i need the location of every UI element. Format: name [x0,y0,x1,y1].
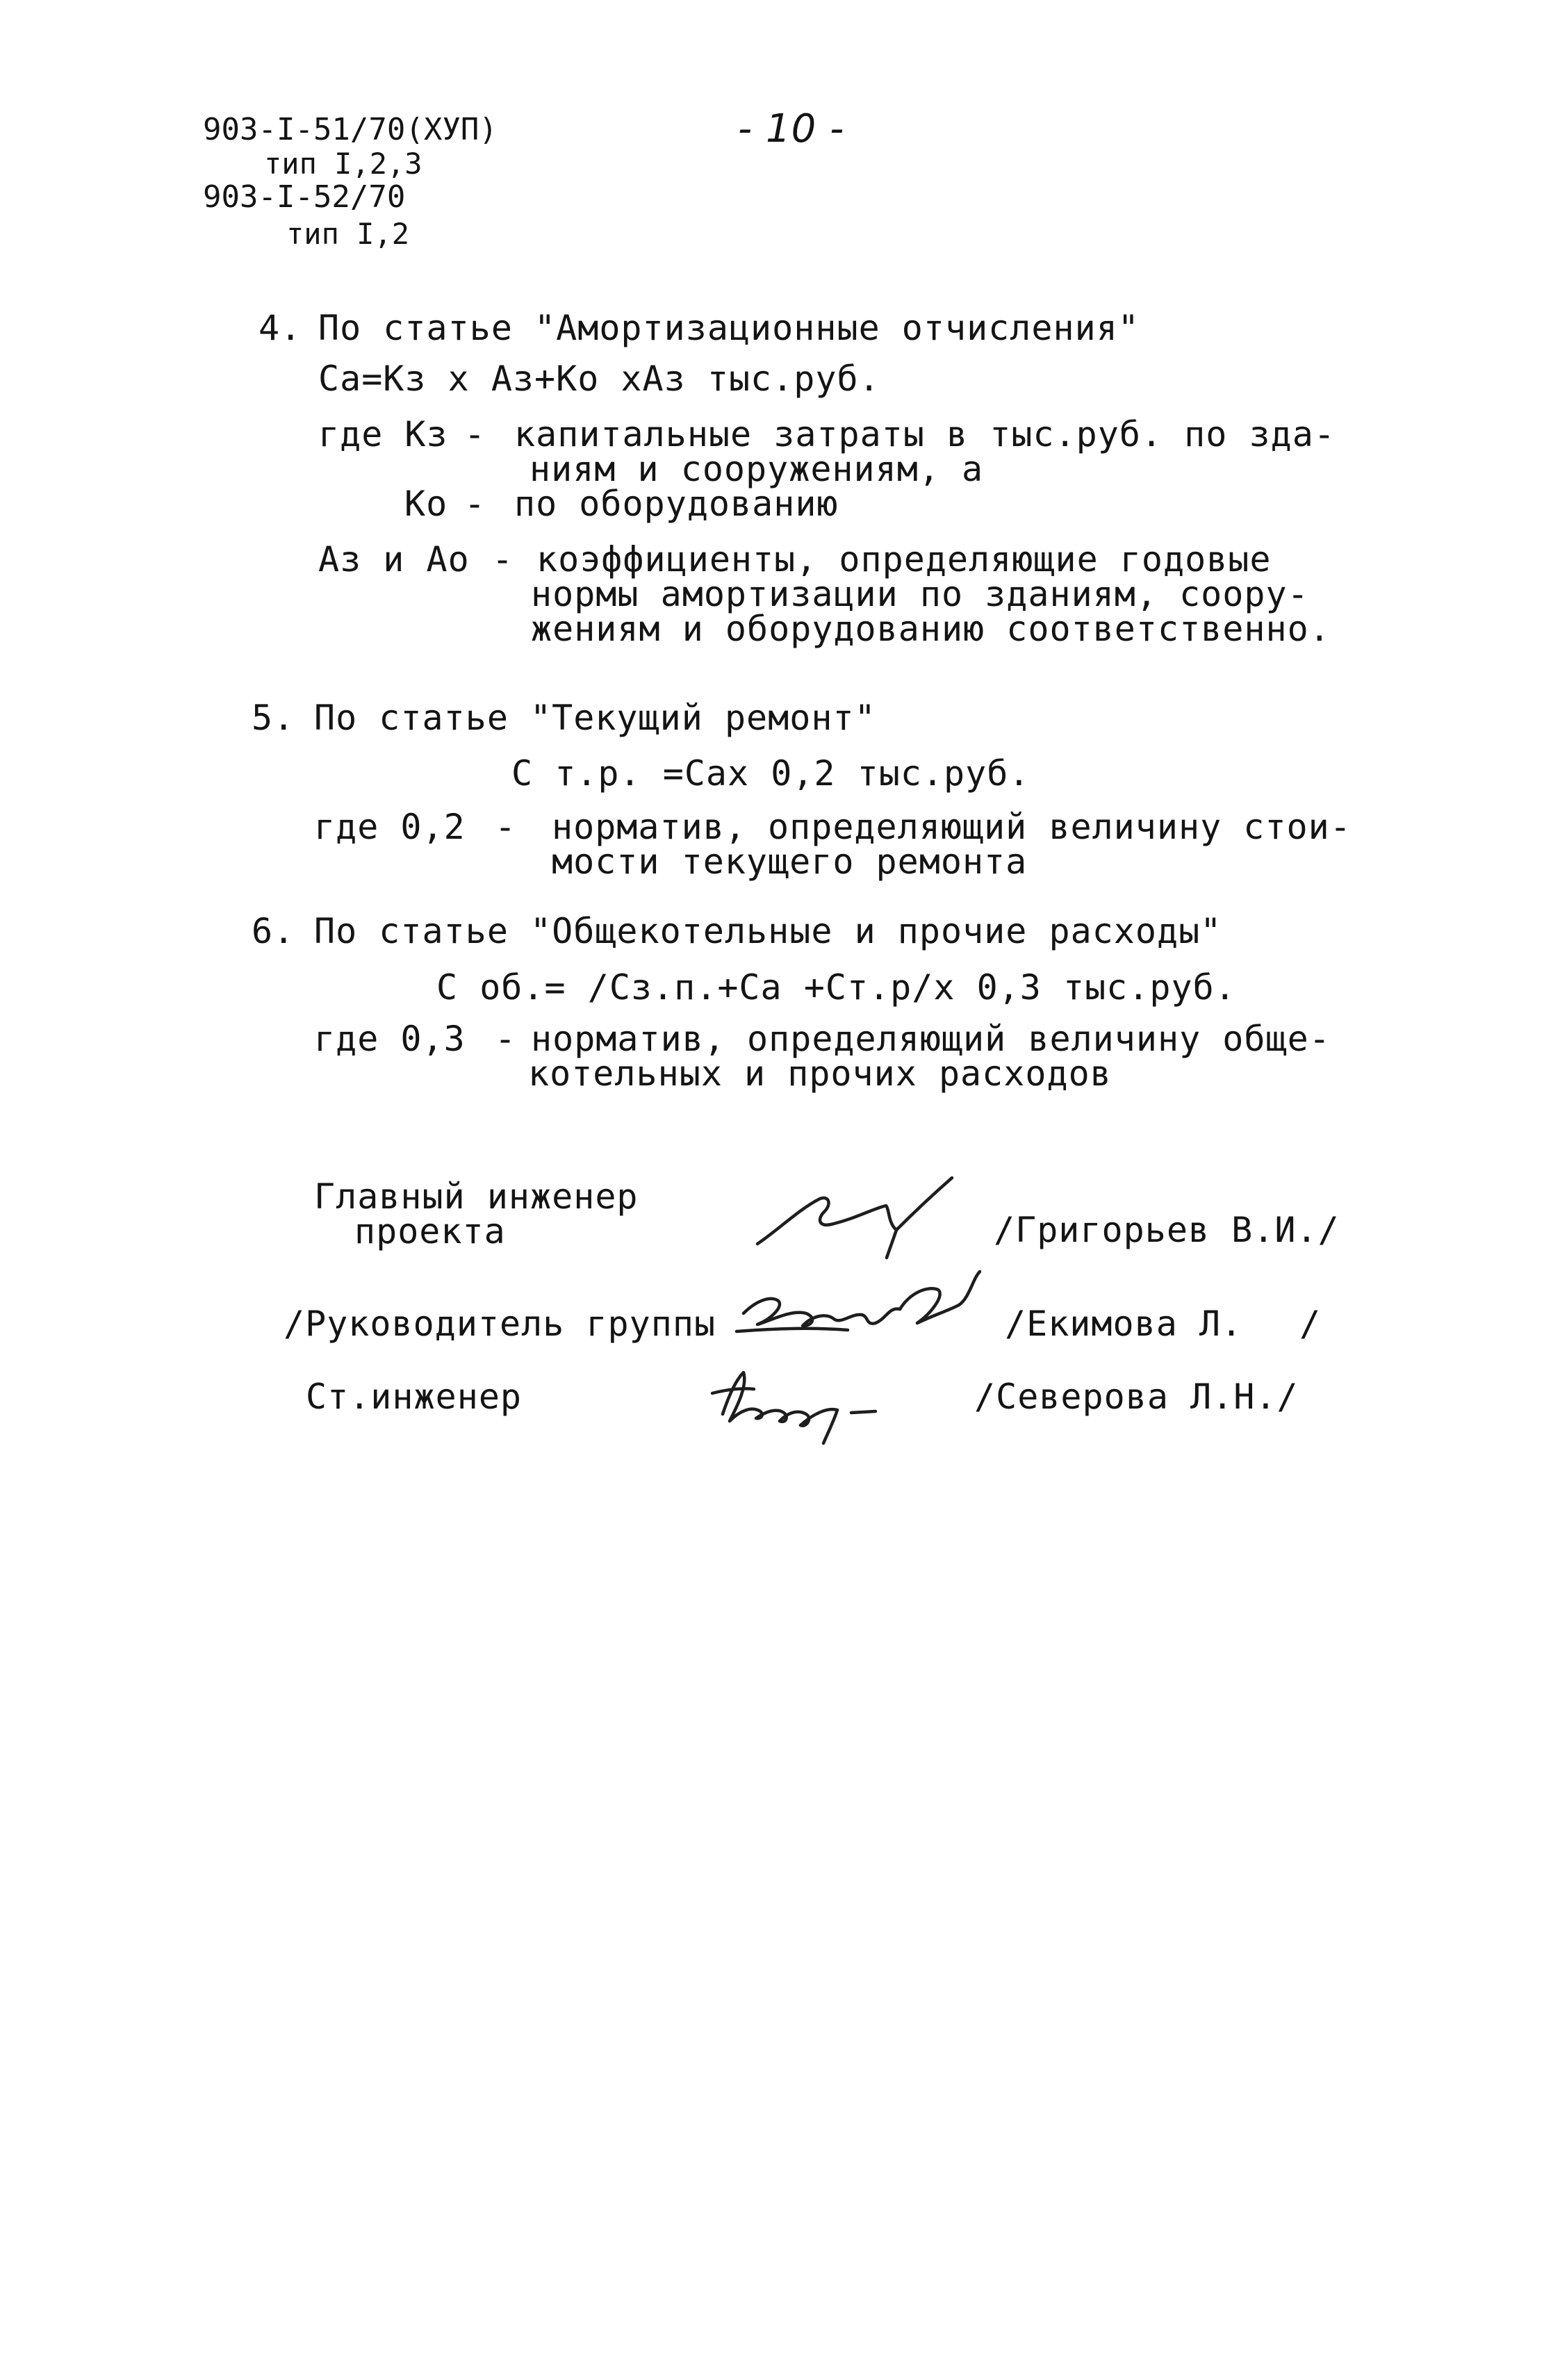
header-type-2: тип I,2 [286,217,410,251]
section-6-where-text-2: котельных и прочих расходов [528,1053,1112,1094]
senior-engineer-name: /Северова Л.Н./ [974,1377,1299,1417]
senior-engineer-signature [702,1352,910,1449]
section-4-where-ko-text: по оборудованию [514,484,839,524]
section-4-where-kz-text-1: капитальные затраты в тыс.руб. по зда- [514,414,1336,454]
section-4-where-a-dash: - [492,539,514,580]
group-lead-name-end: / [1299,1304,1322,1344]
section-6-title: По статье "Общекотельные и прочие расходы" [314,911,1222,951]
chief-engineer-role-line-2: проекта [354,1211,506,1251]
section-4-where-a-text-2: нормы амортизации по зданиям, соору- [531,574,1309,614]
section-6-where-text-1: норматив, определяющий величину обще- [531,1019,1331,1059]
page-number: - 10 - [738,106,845,151]
section-4-where-a-text-3: жениям и оборудованию соответственно. [531,609,1331,649]
section-4-where-kz-text-2: ниям и сооружениям, а [529,449,984,489]
section-4-where-ko-dash: - [464,484,486,524]
section-4-where-kz-label: где Кз [318,414,448,454]
section-6-formula: С об.= /Сз.п.+Са +Ст.р/х 0,3 тыс.руб. [436,967,1236,1008]
header-code-2: 903-I-52/70 [203,179,406,215]
section-5-where-text-1: норматив, определяющий величину стои- [552,807,1352,847]
section-6-number: 6. [252,911,295,951]
header-code-1: 903-I-51/70(XУП) [203,112,498,147]
section-5-number: 5. [252,698,295,738]
section-5-where-dash: - [495,807,517,847]
section-5-formula: С т.р. =Сах 0,2 тыс.руб. [511,753,1031,794]
section-4-where-a-text-1: коэффициенты, определяющие годовые [536,539,1272,580]
section-6-where-dash: - [495,1019,517,1059]
section-4-where-ko-label: Ко [404,484,448,524]
section-4-where-kz-dash: - [464,414,486,454]
section-5-where-text-2: мости текущего ремонта [552,842,1028,882]
group-lead-signature [730,1265,1008,1362]
header-type-1: тип I,2,3 [264,147,422,181]
section-5-where-label: где 0,2 [314,807,466,847]
chief-engineer-signature [750,1160,980,1279]
section-5-title: По статье "Текущий ремонт" [314,698,876,738]
section-6-where-label: где 0,3 [314,1019,466,1059]
section-4-title: По статье "Амортизационные отчисления" [318,308,1140,348]
group-lead-name: /Екимова Л. [1005,1304,1243,1344]
chief-engineer-role-line-1: Главный инженер [314,1176,639,1217]
senior-engineer-role: Ст.инженер [306,1377,523,1417]
chief-engineer-name: /Григорьев В.И./ [994,1210,1340,1250]
group-lead-role: /Руководитель группы [284,1304,716,1344]
section-4-formula: Са=Кз х Аз+Ко хАз тыс.руб. [318,359,880,399]
section-4-number: 4. [258,308,302,348]
section-4-where-a-label: Аз и Ао [318,539,470,580]
